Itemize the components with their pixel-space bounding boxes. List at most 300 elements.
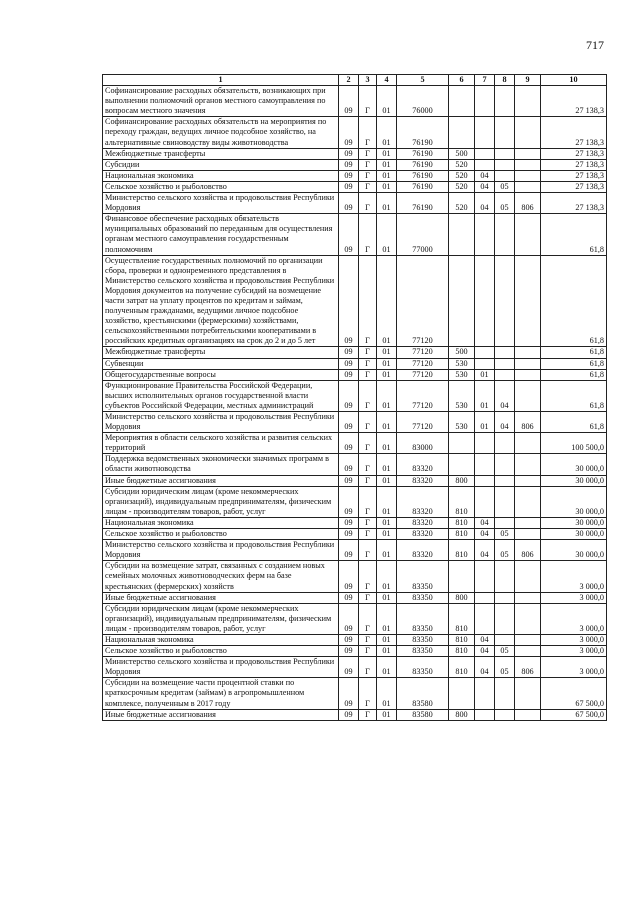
subprogram-code-cell: 01 [377, 369, 397, 380]
amount-cell: 3 000,0 [541, 561, 607, 592]
target-article-code-cell: 83580 [397, 678, 449, 709]
target-article-code-cell: 83580 [397, 709, 449, 720]
amount-cell: 100 500,0 [541, 433, 607, 454]
section-code-2-cell: 04 [475, 517, 495, 528]
section-code-cell: 09 [339, 709, 359, 720]
subprogram-code-cell: 01 [377, 86, 397, 117]
budget-table [102, 74, 607, 721]
amount-cell: 30 000,0 [541, 517, 607, 528]
row-name-cell: Общегосударственные вопросы [103, 369, 339, 380]
row-name-cell: Межбюджетные трансферты [103, 347, 339, 358]
subprogram-code-cell: 01 [377, 561, 397, 592]
ministry-code-cell [515, 475, 541, 486]
section-code-cell: 09 [339, 181, 359, 192]
row-name-cell: Министерство сельского хозяйства и продовольствия Республики Мордовия [103, 193, 339, 214]
program-code-cell: Г [359, 486, 377, 517]
section-code-cell: 09 [339, 433, 359, 454]
section-code-2-cell [475, 475, 495, 486]
target-article-code-cell: 76190 [397, 193, 449, 214]
program-code-cell: Г [359, 181, 377, 192]
target-article-code-cell: 83350 [397, 657, 449, 678]
amount-cell: 30 000,0 [541, 475, 607, 486]
subprogram-code-cell: 01 [377, 454, 397, 475]
section-code-cell: 09 [339, 358, 359, 369]
program-code-cell: Г [359, 148, 377, 159]
section-code-cell: 09 [339, 646, 359, 657]
expense-type-code-cell: 500 [449, 347, 475, 358]
section-code-2-cell: 04 [475, 193, 495, 214]
subprogram-code-cell: 01 [377, 603, 397, 634]
program-code-cell: Г [359, 412, 377, 433]
target-article-code-cell: 83350 [397, 646, 449, 657]
subprogram-code-cell: 01 [377, 709, 397, 720]
subsection-code-cell [495, 170, 515, 181]
expense-type-code-cell: 520 [449, 181, 475, 192]
program-code-cell: Г [359, 709, 377, 720]
table-row [103, 657, 607, 678]
section-code-2-cell [475, 561, 495, 592]
subprogram-code-cell: 01 [377, 380, 397, 411]
program-code-cell: Г [359, 380, 377, 411]
row-name-cell: Межбюджетные трансферты [103, 148, 339, 159]
amount-cell: 3 000,0 [541, 603, 607, 634]
ministry-code-cell: 806 [515, 657, 541, 678]
subprogram-code-cell: 01 [377, 159, 397, 170]
section-code-cell: 09 [339, 678, 359, 709]
section-code-cell: 09 [339, 193, 359, 214]
amount-cell: 61,8 [541, 369, 607, 380]
section-code-2-cell: 04 [475, 181, 495, 192]
subsection-code-cell [495, 433, 515, 454]
program-code-cell: Г [359, 603, 377, 634]
row-name-cell: Национальная экономика [103, 517, 339, 528]
target-article-code-cell: 76190 [397, 170, 449, 181]
section-code-cell: 09 [339, 561, 359, 592]
amount-cell: 61,8 [541, 347, 607, 358]
amount-cell: 3 000,0 [541, 592, 607, 603]
subprogram-code-cell: 01 [377, 592, 397, 603]
subsection-code-cell [495, 678, 515, 709]
ministry-code-cell [515, 646, 541, 657]
ministry-code-cell [515, 170, 541, 181]
subsection-code-cell [495, 561, 515, 592]
subprogram-code-cell: 01 [377, 181, 397, 192]
row-name-cell: Иные бюджетные ассигнования [103, 592, 339, 603]
amount-cell: 30 000,0 [541, 540, 607, 561]
expense-type-code-cell [449, 117, 475, 148]
target-article-code-cell: 77120 [397, 255, 449, 347]
row-name-cell: Министерство сельского хозяйства и продовольствия Республики Мордовия [103, 540, 339, 561]
ministry-code-cell [515, 159, 541, 170]
section-code-2-cell: 04 [475, 540, 495, 561]
subsection-code-cell [495, 117, 515, 148]
target-article-code-cell: 77120 [397, 358, 449, 369]
table-row [103, 380, 607, 411]
target-article-code-cell: 83320 [397, 540, 449, 561]
subsection-code-cell [495, 486, 515, 517]
row-name-cell: Сельское хозяйство и рыболовство [103, 181, 339, 192]
target-article-code-cell: 83320 [397, 454, 449, 475]
subprogram-code-cell: 01 [377, 486, 397, 517]
amount-cell: 27 138,3 [541, 159, 607, 170]
program-code-cell: Г [359, 529, 377, 540]
subsection-code-cell: 05 [495, 529, 515, 540]
section-code-cell: 09 [339, 486, 359, 517]
section-code-2-cell [475, 678, 495, 709]
table-row [103, 214, 607, 255]
section-code-cell: 09 [339, 148, 359, 159]
section-code-cell: 09 [339, 592, 359, 603]
subprogram-code-cell: 01 [377, 255, 397, 347]
section-code-cell: 09 [339, 517, 359, 528]
row-name-cell: Иные бюджетные ассигнования [103, 709, 339, 720]
subprogram-code-cell: 01 [377, 475, 397, 486]
section-code-2-cell: 01 [475, 369, 495, 380]
row-name-cell: Субсидии юридическим лицам (кроме некоммерческих организаций), индивидуальным предпринимателям, физическим лицам - производителям товаров, работ, услуг [103, 603, 339, 634]
expense-type-code-cell: 810 [449, 657, 475, 678]
ministry-code-cell [515, 255, 541, 347]
expense-type-code-cell: 500 [449, 148, 475, 159]
program-code-cell: Г [359, 657, 377, 678]
table-row [103, 369, 607, 380]
amount-cell: 27 138,3 [541, 148, 607, 159]
table-row [103, 646, 607, 657]
amount-cell: 3 000,0 [541, 634, 607, 645]
column-header: 10 [541, 75, 607, 86]
row-name-cell: Функционирование Правительства Российской Федерации, высших исполнительных органов государственной власти субъектов Российской Федерации, местных администраций [103, 380, 339, 411]
target-article-code-cell: 77120 [397, 369, 449, 380]
section-code-2-cell: 04 [475, 634, 495, 645]
table-row [103, 486, 607, 517]
section-code-cell: 09 [339, 159, 359, 170]
expense-type-code-cell: 520 [449, 170, 475, 181]
section-code-cell: 09 [339, 117, 359, 148]
column-header: 9 [515, 75, 541, 86]
amount-cell: 61,8 [541, 214, 607, 255]
ministry-code-cell: 806 [515, 412, 541, 433]
row-name-cell: Субсидии [103, 159, 339, 170]
program-code-cell: Г [359, 592, 377, 603]
program-code-cell: Г [359, 646, 377, 657]
expense-type-code-cell: 530 [449, 358, 475, 369]
section-code-2-cell [475, 709, 495, 720]
table-row [103, 475, 607, 486]
table-row [103, 561, 607, 592]
section-code-cell: 09 [339, 634, 359, 645]
ministry-code-cell [515, 561, 541, 592]
subprogram-code-cell: 01 [377, 193, 397, 214]
subsection-code-cell: 05 [495, 540, 515, 561]
subsection-code-cell [495, 159, 515, 170]
program-code-cell: Г [359, 170, 377, 181]
target-article-code-cell: 76190 [397, 148, 449, 159]
row-name-cell: Субсидии на возмещение части процентной ставки по краткосрочным кредитам (займам) в агропромышленном комплексе, полученным в 2017 году [103, 678, 339, 709]
target-article-code-cell: 83320 [397, 517, 449, 528]
expense-type-code-cell [449, 561, 475, 592]
section-code-2-cell: 01 [475, 380, 495, 411]
ministry-code-cell [515, 709, 541, 720]
program-code-cell: Г [359, 193, 377, 214]
section-code-cell: 09 [339, 214, 359, 255]
amount-cell: 61,8 [541, 412, 607, 433]
program-code-cell: Г [359, 255, 377, 347]
amount-cell: 30 000,0 [541, 529, 607, 540]
subprogram-code-cell: 01 [377, 148, 397, 159]
ministry-code-cell [515, 678, 541, 709]
ministry-code-cell [515, 148, 541, 159]
ministry-code-cell [515, 358, 541, 369]
expense-type-code-cell: 810 [449, 646, 475, 657]
table-row [103, 181, 607, 192]
section-code-2-cell: 04 [475, 657, 495, 678]
section-code-2-cell [475, 486, 495, 517]
ministry-code-cell [515, 181, 541, 192]
amount-cell: 27 138,3 [541, 117, 607, 148]
expense-type-code-cell: 800 [449, 709, 475, 720]
table-row [103, 148, 607, 159]
expense-type-code-cell: 810 [449, 540, 475, 561]
row-name-cell: Субсидии юридическим лицам (кроме некоммерческих организаций), индивидуальным предпринимателям, физическим лицам - производителям товаров, работ, услуг [103, 486, 339, 517]
ministry-code-cell [515, 592, 541, 603]
subsection-code-cell [495, 255, 515, 347]
table-row [103, 86, 607, 117]
amount-cell: 67 500,0 [541, 678, 607, 709]
section-code-2-cell [475, 454, 495, 475]
subsection-code-cell [495, 358, 515, 369]
amount-cell: 27 138,3 [541, 170, 607, 181]
section-code-cell: 09 [339, 540, 359, 561]
expense-type-code-cell [449, 433, 475, 454]
target-article-code-cell: 83350 [397, 603, 449, 634]
section-code-cell: 09 [339, 603, 359, 634]
expense-type-code-cell: 520 [449, 159, 475, 170]
program-code-cell: Г [359, 347, 377, 358]
subprogram-code-cell: 01 [377, 657, 397, 678]
subsection-code-cell [495, 148, 515, 159]
subsection-code-cell: 05 [495, 181, 515, 192]
subsection-code-cell: 04 [495, 380, 515, 411]
ministry-code-cell [515, 517, 541, 528]
amount-cell: 61,8 [541, 380, 607, 411]
section-code-2-cell [475, 117, 495, 148]
column-header: 7 [475, 75, 495, 86]
expense-type-code-cell: 800 [449, 475, 475, 486]
amount-cell: 3 000,0 [541, 657, 607, 678]
ministry-code-cell [515, 486, 541, 517]
row-name-cell: Национальная экономика [103, 170, 339, 181]
section-code-cell: 09 [339, 86, 359, 117]
expense-type-code-cell [449, 214, 475, 255]
expense-type-code-cell [449, 454, 475, 475]
table-row [103, 540, 607, 561]
ministry-code-cell [515, 433, 541, 454]
subprogram-code-cell: 01 [377, 433, 397, 454]
column-header: 8 [495, 75, 515, 86]
row-name-cell: Субсидии на возмещение затрат, связанных с созданием новых семейных молочных животноводческих ферм на базе крестьянских (фермерских) хозяйств [103, 561, 339, 592]
subsection-code-cell [495, 517, 515, 528]
subprogram-code-cell: 01 [377, 170, 397, 181]
section-code-cell: 09 [339, 657, 359, 678]
subprogram-code-cell: 01 [377, 634, 397, 645]
amount-cell: 67 500,0 [541, 709, 607, 720]
table-row [103, 433, 607, 454]
section-code-2-cell [475, 255, 495, 347]
column-header: 1 [103, 75, 339, 86]
page-number: 717 [586, 38, 604, 52]
target-article-code-cell: 77120 [397, 347, 449, 358]
amount-cell: 3 000,0 [541, 646, 607, 657]
column-header: 5 [397, 75, 449, 86]
subsection-code-cell [495, 369, 515, 380]
subsection-code-cell: 05 [495, 657, 515, 678]
ministry-code-cell [515, 369, 541, 380]
section-code-cell: 09 [339, 380, 359, 411]
table-row [103, 517, 607, 528]
subprogram-code-cell: 01 [377, 529, 397, 540]
section-code-2-cell [475, 86, 495, 117]
program-code-cell: Г [359, 214, 377, 255]
target-article-code-cell: 76190 [397, 117, 449, 148]
row-name-cell: Национальная экономика [103, 634, 339, 645]
row-name-cell: Иные бюджетные ассигнования [103, 475, 339, 486]
ministry-code-cell: 806 [515, 193, 541, 214]
subprogram-code-cell: 01 [377, 358, 397, 369]
expense-type-code-cell: 810 [449, 603, 475, 634]
ministry-code-cell [515, 214, 541, 255]
target-article-code-cell: 76190 [397, 181, 449, 192]
subsection-code-cell: 05 [495, 193, 515, 214]
section-code-2-cell [475, 214, 495, 255]
table-row [103, 193, 607, 214]
subsection-code-cell [495, 454, 515, 475]
subsection-code-cell [495, 634, 515, 645]
table-row [103, 634, 607, 645]
expense-type-code-cell: 810 [449, 634, 475, 645]
section-code-2-cell: 04 [475, 170, 495, 181]
table-header-row [103, 75, 607, 86]
program-code-cell: Г [359, 517, 377, 528]
expense-type-code-cell: 530 [449, 380, 475, 411]
table-row [103, 412, 607, 433]
program-code-cell: Г [359, 678, 377, 709]
row-name-cell: Сельское хозяйство и рыболовство [103, 529, 339, 540]
target-article-code-cell: 83320 [397, 486, 449, 517]
row-name-cell: Субвенции [103, 358, 339, 369]
table-row [103, 709, 607, 720]
target-article-code-cell: 77000 [397, 214, 449, 255]
expense-type-code-cell [449, 255, 475, 347]
subprogram-code-cell: 01 [377, 540, 397, 561]
ministry-code-cell: 806 [515, 540, 541, 561]
row-name-cell: Софинансирование расходных обязательств на мероприятия по переходу граждан, ведущих личное подсобное хозяйство, на альтернативные свиноводству виды животноводства [103, 117, 339, 148]
target-article-code-cell: 83320 [397, 475, 449, 486]
subprogram-code-cell: 01 [377, 347, 397, 358]
table-row [103, 347, 607, 358]
section-code-cell: 09 [339, 170, 359, 181]
expense-type-code-cell: 810 [449, 529, 475, 540]
program-code-cell: Г [359, 358, 377, 369]
target-article-code-cell: 76000 [397, 86, 449, 117]
table-row [103, 358, 607, 369]
subsection-code-cell [495, 347, 515, 358]
expense-type-code-cell: 530 [449, 369, 475, 380]
target-article-code-cell: 77120 [397, 412, 449, 433]
target-article-code-cell: 83000 [397, 433, 449, 454]
row-name-cell: Финансовое обеспечение расходных обязательств муниципальных образований по переданным для осуществления органам местного самоуправления государственным полномочиям [103, 214, 339, 255]
row-name-cell: Софинансирование расходных обязательств, возникающих при выполнении полномочий органов местного самоуправления по вопросам местного значения [103, 86, 339, 117]
column-header: 2 [339, 75, 359, 86]
table-row [103, 159, 607, 170]
ministry-code-cell [515, 86, 541, 117]
target-article-code-cell: 83350 [397, 592, 449, 603]
section-code-2-cell [475, 433, 495, 454]
column-header: 4 [377, 75, 397, 86]
expense-type-code-cell: 810 [449, 517, 475, 528]
ministry-code-cell [515, 454, 541, 475]
column-header: 3 [359, 75, 377, 86]
program-code-cell: Г [359, 86, 377, 117]
section-code-2-cell [475, 148, 495, 159]
section-code-2-cell: 04 [475, 646, 495, 657]
table-row [103, 170, 607, 181]
subsection-code-cell [495, 603, 515, 634]
expense-type-code-cell: 800 [449, 592, 475, 603]
amount-cell: 61,8 [541, 358, 607, 369]
section-code-cell: 09 [339, 255, 359, 347]
row-name-cell: Министерство сельского хозяйства и продовольствия Республики Мордовия [103, 412, 339, 433]
row-name-cell: Осуществление государственных полномочий по организации сбора, проверки и однонременного представления в Министерство сельского хозяйства и продовольствия Республики Мордовия документов на получение субсидий на возмещение части затрат на уплату процентов по кредитам и займам, полученным гражданами, ведущими личное подсобное хозяйство, крестьянскими (фермерскими) хозяйствами, сельскохозяйственными потребительскими кооперативами в российских кредитных организациях на срок до 2 и до 5 лет [103, 255, 339, 347]
ministry-code-cell [515, 347, 541, 358]
amount-cell: 61,8 [541, 255, 607, 347]
table-row [103, 678, 607, 709]
subsection-code-cell [495, 475, 515, 486]
program-code-cell: Г [359, 561, 377, 592]
subprogram-code-cell: 01 [377, 117, 397, 148]
program-code-cell: Г [359, 433, 377, 454]
program-code-cell: Г [359, 159, 377, 170]
subsection-code-cell [495, 86, 515, 117]
subprogram-code-cell: 01 [377, 214, 397, 255]
row-name-cell: Поддержка ведомственных экономически значимых программ в области животноводства [103, 454, 339, 475]
subprogram-code-cell: 01 [377, 412, 397, 433]
ministry-code-cell [515, 117, 541, 148]
expense-type-code-cell [449, 86, 475, 117]
table-row [103, 117, 607, 148]
program-code-cell: Г [359, 634, 377, 645]
subsection-code-cell [495, 709, 515, 720]
expense-type-code-cell [449, 678, 475, 709]
ministry-code-cell [515, 634, 541, 645]
program-code-cell: Г [359, 475, 377, 486]
target-article-code-cell: 76190 [397, 159, 449, 170]
table-row [103, 255, 607, 347]
row-name-cell: Мероприятия в области сельского хозяйства и развития сельских территорий [103, 433, 339, 454]
column-header: 6 [449, 75, 475, 86]
subprogram-code-cell: 01 [377, 517, 397, 528]
section-code-2-cell: 01 [475, 412, 495, 433]
target-article-code-cell: 77120 [397, 380, 449, 411]
table-row [103, 592, 607, 603]
expense-type-code-cell: 530 [449, 412, 475, 433]
program-code-cell: Г [359, 540, 377, 561]
ministry-code-cell [515, 529, 541, 540]
ministry-code-cell [515, 380, 541, 411]
section-code-cell: 09 [339, 369, 359, 380]
amount-cell: 30 000,0 [541, 454, 607, 475]
subsection-code-cell [495, 214, 515, 255]
target-article-code-cell: 83350 [397, 561, 449, 592]
amount-cell: 30 000,0 [541, 486, 607, 517]
